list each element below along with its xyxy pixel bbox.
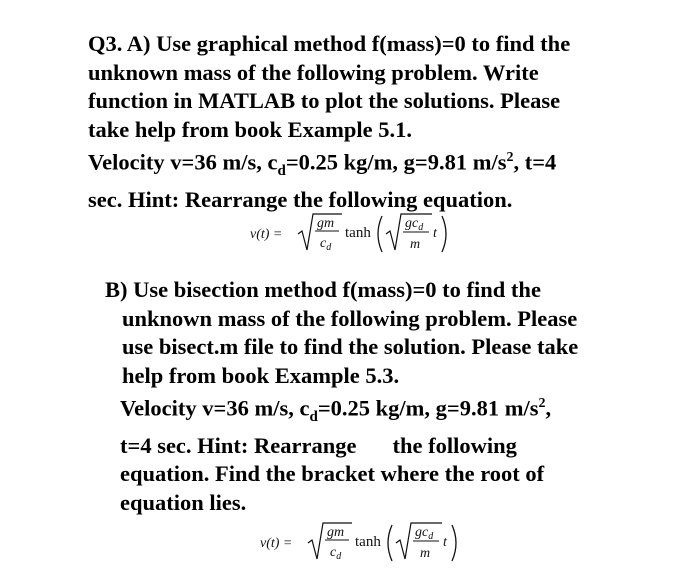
eq-b-lhs: v(t) = (260, 536, 293, 551)
part-b-line-4: help from book Example 5.3. (122, 362, 400, 388)
eq-a-lhs: v(t) = (250, 227, 283, 242)
eq-b-left-paren (388, 525, 392, 561)
eq-a-gm: gm (317, 216, 335, 231)
part-b-line-3: use bisect.m file to find the solution. Please take (122, 334, 579, 359)
eq-b-tanh: tanh (355, 534, 381, 550)
eq-a-t: t (433, 226, 437, 241)
part-a-hint: sec. Hint: Rearrange the following equation. (88, 186, 513, 212)
part-b-line-7: equation. Find the bracket where the root of (120, 461, 545, 486)
eq-a-gcd: $gc_d$ (405, 216, 424, 233)
eq-a-left-paren (378, 216, 382, 252)
velocity-equation-b (256, 515, 516, 569)
eq-b-t: t (443, 535, 447, 550)
part-b-line-1: B) Use bisection method f(mass)=0 to find the (105, 277, 541, 302)
part-a-line-4: take help from book Example 5.1. (88, 116, 412, 142)
eq-b-right-paren (452, 525, 456, 561)
part-a-line-1: Q3. A) Use graphical method f(mass)=0 to find the (88, 31, 571, 56)
question-part-a (88, 30, 570, 214)
part-b-line-8: equation lies. (120, 489, 247, 515)
eq-a-tanh: tanh (345, 225, 371, 241)
eq-a-m: m (410, 237, 421, 252)
part-b-hint: t=4 sec. Hint: Rearrange the following (120, 432, 517, 458)
part-a-line-2: unknown mass of the following problem. Write (88, 59, 539, 85)
eq-a-cd: $c_d$ (320, 236, 332, 253)
eq-b-cd: $c_d$ (330, 545, 342, 562)
eq-a-right-paren (442, 216, 446, 252)
question-part-b (105, 276, 578, 517)
eq-b-m: m (420, 546, 431, 561)
part-b-line-2: unknown mass of the following problem. Please (122, 305, 578, 331)
eq-b-gcd: $gc_d$ (415, 525, 434, 542)
eq-b-gm: gm (327, 525, 345, 540)
part-b-given-values: Velocity v=36 m/s, $c_d=0.25$ kg/m, g=9.81 $m/s^2$, (120, 395, 552, 425)
part-a-line-3: function in MATLAB to plot the solutions. Please (88, 88, 561, 113)
part-a-given-values: Velocity v=36 m/s, $c_d=0.25$ kg/m, g=9.81 $m/s^2$, t=4 (88, 149, 557, 179)
velocity-equation-a (246, 206, 506, 260)
